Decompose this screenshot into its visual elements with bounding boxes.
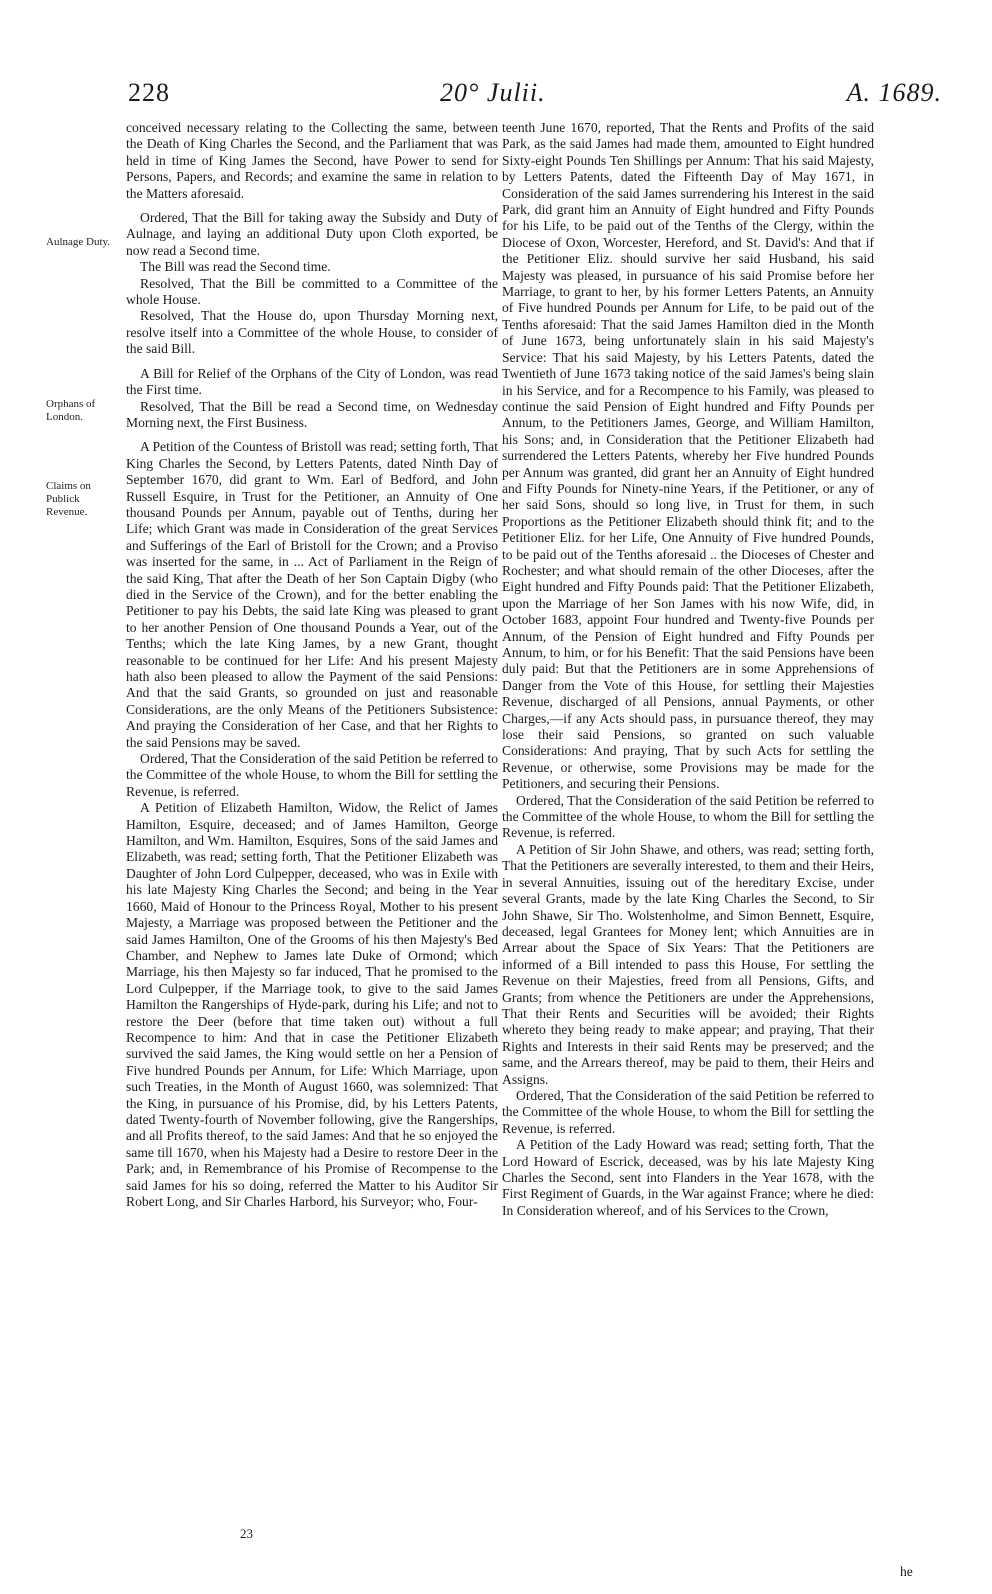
header-year: A. 1689. xyxy=(846,78,942,107)
paragraph: Resolved, That the House do, upon Thursday Morning next, resolve itself into a Committee of the whole House, to consider of the said Bill. xyxy=(126,308,498,357)
left-column xyxy=(126,120,498,1210)
paragraph: Ordered, That the Consideration of the said Petition be referred to the Committee of the whole House, to whom the Bill for settling the Revenue, is referred. xyxy=(502,792,874,841)
catchword: he xyxy=(900,1564,913,1579)
paragraph: A Petition of Elizabeth Hamilton, Widow, the Relict of James Hamilton, Esquire, deceased; and of James Hamilton, George Hamilton, and Wm. Hamilton, Esquires, Sons of the said James and Elizabeth, was read; setting forth, That the Petitioner Elizabeth was Daughter of John Lord Culpepper, deceased, who was in Exile with his late Majesty King Charles the Second; and being in the Year 1660, Maid of Honour to the Princess Royal, Mother to his present Majesty, a Marriage was proposed between the Petitioner and the said James Hamilton, One of the Grooms of his then Majesty's Bed Chamber, and Nephew to James late Duke of Ormond; which Marriage, his then Majesty so far induced, That he promised to the Lord Culpepper, if the Marriage took, to give to the said James Hamilton the Rangerships of Hyde-park, during his Life; and not to restore the Deer (before that time taken out) without a full Recompence to him: And that in case the Petitioner Elizabeth survived the said James, the King would settle on her a Pension of Five hundred Pounds per Annum, for Life: Which Marriage, upon such Treaties, in the Month of August 1660, was solemnized: That the King, in pursuance of his Promise, did, by his Letters Patents, dated Twenty-fourth of November following, give the Rangerships, and all Profits thereof, to the said James: And that he so enjoyed the same till 1670, when his Majesty had a Desire to restore Deer in the Park; and, in Remembrance of his Promise of Recompense to the said James for his so doing, referred the Matter to his Auditor Sir Robert Long, and Sir Charles Harbord, his Surveyor; who, Four- xyxy=(126,800,498,1209)
paragraph: The Bill was read the Second time. xyxy=(140,259,331,275)
paragraph: Resolved, That the Bill be committed to a Committee of the whole House. xyxy=(126,275,498,308)
paragraph: A Petition of Sir John Shawe, and others, was read; setting forth, That the Petitioners are severally interested, to them and their Heirs, in several Annuities, issuing out of the hereditary Excise, under several Grants, made by the late King Charles the Second, to Sir John Shawe, Sir Tho. Wolstenholme, and Simon Bennett, Esquire, deceased, legal Grantees for Money lent; which Annuities are in Arrear about the Space of Six Years: That the Petitioners are informed of a Bill intended to pass this House, For settling the Revenue on their Majesties, freed from all Pensions, Gifts, and Grants; from whence the Petitioners are under the Apprehensions, That their Rents and Securities will be avoided; their Rights whereto they being ready to make appear; and praying, That their Rights and Interests in their said Rents may be preserved; and the same, and the Arrears thereof, may be paid to them, their Heirs and Assigns. xyxy=(502,841,874,1087)
paragraph: A Petition of the Countess of Bristoll was read; setting forth, That King Charles the Second, by Letters Patents, dated Ninth Day of September 1670, did grant to Wm. Earl of Bedford, and John Russell Esquire, in Trust for the Petitioner, an Annuity of One thousand Pounds per Annum, payable out of Tenths, during her Life; which Grant was made in Consideration of the great Services and Sufferings of the Earl of Bristoll for the Crown; and a Proviso was inserted for the same, in ... Act of Parliament in the Reign of the said King, That after the Death of her Son Captain Digby (who died in the Service of the Crown), and for the better enabling the Petitioner to pay his Debts, the said late King was pleased to grant to her another Pension of One thousand Pounds a Year, out of the Tenths; which the late King James, by a new Grant, thought reasonable to be continued for her Life: And his present Majesty hath also been pleased to allow the Payment of the said Pensions: And that the said Grants, so grounded on just and reasonable Considerations, are the only Means of the Petitioners Subsistence: And praying the Consideration of her Case, and that her Rights to the said Pensions may be saved. xyxy=(126,439,498,750)
paragraph: teenth June 1670, reported, That the Rents and Profits of the said Park, as the said James had made them, amounted to Eight hundred Sixty-eight Pounds Ten Shillings per Annum: That his said Majesty, by Letters Patents, dated the Fifteenth Day of May 1671, in Consideration of the said James surrendering his Interest in the said Park, did grant him an Annuity of Eight hundred and Fifty Pounds for his Life, to be paid out of the Tenths of the Clergy, within the Diocese of Oxon, Worcester, Hereford, and St. David's: And that if the Petitioner Eliz. should survive her said Husband, his said Majesty was pleased, in pursuance of his said Promise before her Marriage, to grant to her, by his former Letters Patents, an Annuity of Five hundred Pounds per Annum for Life, to be paid out of the Tenths aforesaid: That the said James Hamilton died in the Month of June 1673, being unfortunately slain in his said Majesty's Service: That his said Majesty, by his Letters Patents, dated the Twentieth of June 1673 taking notice of the said James's being slain in his Service, and for a Recompence to his Family, was pleased to continue the said Pension of Eight hundred and Fifty Pounds per Annum, to the Petitioners James, George, and William Hamilton, his Sons; and, in Consideration that the Petitioner Elizabeth had surrendered the Letters Patents, whereby her Five hundred Pounds per Annum was granted, did grant her an Annuity of Eight hundred and Fifty Pounds for Ninety-nine Years, if the Petitioner, or any of her said Sons, should so long live, in Trust for them, in such Proportions as the Petitioner Elizabeth should think fit; and to the Petitioner Eliz. for her Life, One Annuity of Five hundred Pounds, to be paid out of the Tenths aforesaid .. the Dioceses of Chester and Rochester; and what should remain of the other Dioceses, after the Eight hundred and Fifty Pounds paid: That the Petitioner Elizabeth, upon the Marriage of her Son James with his now Wife, did, in October 1683, appoint Four hundred and Twenty-five Pounds per Annum, of the Pension of Eight hundred and Fifty Pounds per Annum, to him, or for his Benefit: That the said Pensions have been duly paid: But that the Petitioners are in some Apprehensions of Danger from the Vote of this House, for settling their Majesties Revenue, discharged of all Pensions, annual Payments, or other Charges,—if any Acts should pass, in pursuance thereof, they may lose their said Pensions, so granted on such valuable Considerations: And praying, That by such Acts for settling the Revenue, or otherwise, some Provisions may be made for the Petitioners, and securing their Pensions. xyxy=(502,120,874,792)
header-date: 20° Julii. xyxy=(440,78,546,107)
paragraph: Ordered, That the Consideration of the said Petition be referred to the Committee of the whole House, to whom the Bill for settling the Revenue, is referred. xyxy=(502,1087,874,1136)
paragraph: conceived necessary relating to the Collecting the same, between the Death of King Charles the Second, and the Parliament that was held in time of King James the Second, have Power to send for Persons, Papers, and Records; and examine the same in relation to the Matters aforesaid. xyxy=(126,120,498,201)
paragraph: A Bill for Relief of the Orphans of the City of London, was read the First time. xyxy=(126,365,498,398)
paragraph: Ordered, That the Bill for taking away the Subsidy and Duty of Aulnage, and laying an additional Duty upon Cloth exported, be now read a Second time. xyxy=(126,210,498,258)
margin-note-orphans: Orphans of London. xyxy=(46,398,96,423)
page-header xyxy=(0,78,992,118)
paragraph: Ordered, That the Consideration of the said Petition be referred to the Committee of the whole House, to whom the Bill for settling the Revenue, is referred. xyxy=(126,751,498,799)
signature-mark: 23 xyxy=(240,1526,253,1541)
margin-note-claims: Claims on Publick Revenue. xyxy=(46,480,91,518)
margin-note-aulnage: Aulnage Duty. xyxy=(46,236,111,248)
page-number: 228 xyxy=(128,78,170,107)
right-column xyxy=(502,120,874,1219)
paragraph: A Petition of the Lady Howard was read; setting forth, That the Lord Howard of Escrick, deceased, was by his late Majesty King Charles the Second, sent into Flanders in the Year 1678, with the First Regiment of Guards, in the War against France; where he died: In Consideration whereof, and of his Services to the Crown, xyxy=(502,1137,874,1218)
paragraph: Resolved, That the Bill be read a Second time, on Wednesday Morning next, the First Business. xyxy=(126,398,498,430)
